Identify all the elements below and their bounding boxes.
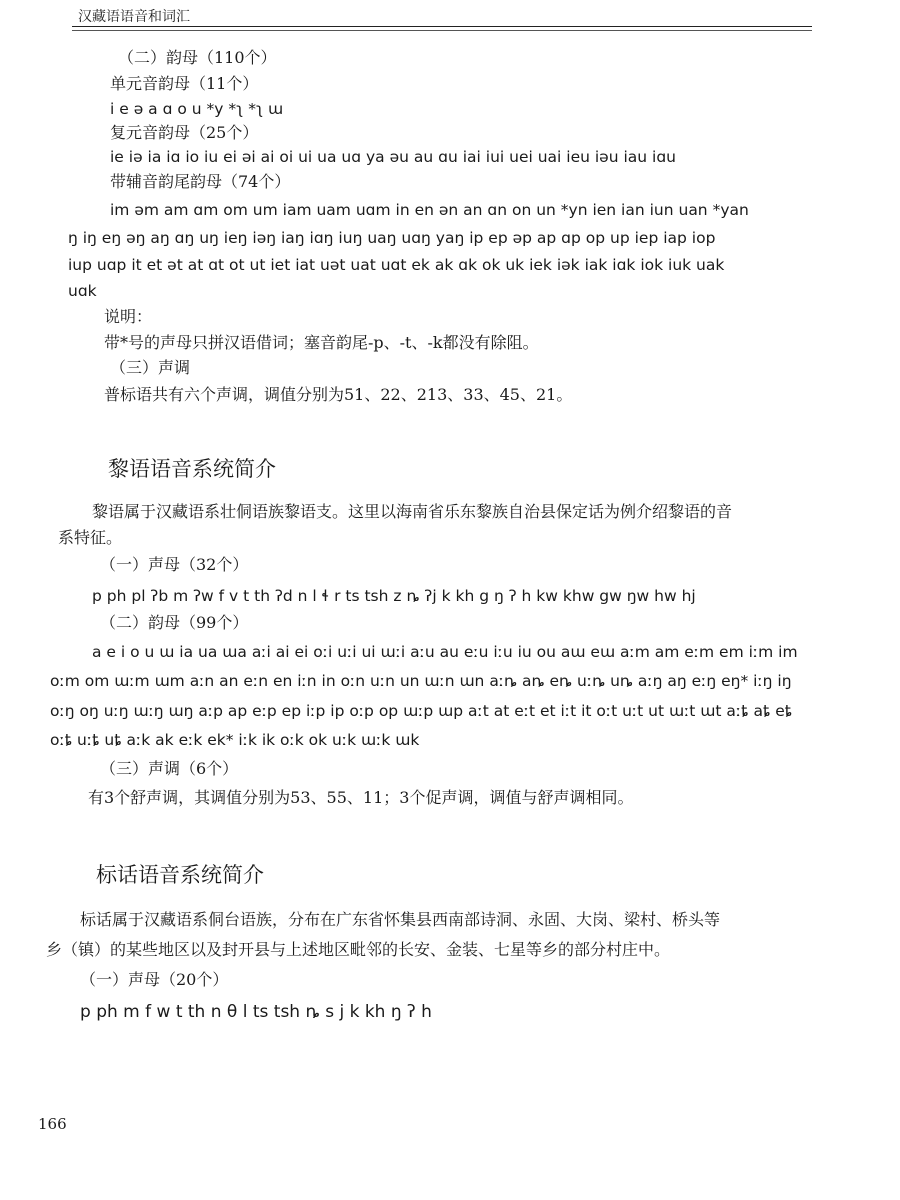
nasal-coda-line-1: im əm am ɑm om um iam uam uɑm in en ən an ɑn on un *yn ien ian iun uan *yan — [110, 201, 749, 219]
nasal-coda-title: 带辅音韵尾韵母（74个） — [110, 172, 291, 191]
li-finals-line-1: a e i o u ɯ ia ua ɯa aːi ai ei oːi uːi ui ɯːi aːu au eːu iːu iu ou aɯ eɯ aːm am eːm em iːm im — [92, 643, 798, 661]
note-title: 说明： — [104, 307, 153, 326]
li-tones-text: 有3个舒声调，其调值分别为53、55、11；3个促声调，调值与舒声调相同。 — [88, 788, 634, 807]
section-heading-li: 黎语语音系统简介 — [108, 457, 276, 481]
diphthong-list: ie iə ia iɑ io iu ei əi ai oi ui ua uɑ ya əu au ɑu iai iui uei uai ieu iəu iau iɑu — [110, 148, 676, 166]
nasal-coda-line-3: iup uɑp it et ət at ɑt ot ut iet iat uət uat uɑt ek ak ɑk ok uk iek iək iak iɑk iok iuk uak — [68, 256, 725, 274]
nasal-coda-line-4: uɑk — [68, 282, 97, 300]
li-finals-title: （二）韵母（99个） — [100, 613, 249, 632]
header-rule — [72, 26, 812, 27]
li-tones-title: （三）声调（6个） — [100, 759, 239, 778]
li-intro-line-1: 黎语属于汉藏语系壮侗语族黎语支。这里以海南省乐东黎族自治县保定话为例介绍黎语的音 — [92, 502, 733, 521]
biao-initials-list: p ph m f w t th n θ l ts tsh ȵ s j k kh ŋ ʔ h — [80, 1002, 432, 1022]
biao-initials-title: （一）声母（20个） — [80, 970, 229, 989]
li-intro-line-2: 系特征。 — [58, 528, 123, 547]
tones-text: 普标语共有六个声调，调值分别为51、22、213、33、45、21。 — [104, 385, 573, 404]
header-rule-thin — [72, 30, 812, 31]
tones-title: （三）声调 — [110, 358, 191, 377]
biao-intro-line-1: 标话属于汉藏语系侗台语族，分布在广东省怀集县西南部诗洞、永固、大岗、梁村、桥头等 — [80, 910, 721, 929]
finals-title: （二）韵母（110个） — [118, 48, 277, 67]
li-initials-title: （一）声母（32个） — [100, 555, 249, 574]
li-finals-line-2: oːm om ɯːm ɯm aːn an eːn en iːn in oːn uːn un ɯːn ɯn aːȵ aȵ eȵ uːȵ uȵ aːŋ aŋ eːŋ eŋ* iːŋ iŋ — [50, 672, 792, 690]
nasal-coda-line-2: ŋ iŋ eŋ əŋ aŋ ɑŋ uŋ ieŋ iəŋ iaŋ iɑŋ iuŋ uaŋ uɑŋ yaŋ ip ep əp ap ɑp op up iep iap iop — [68, 229, 716, 247]
diphthong-title: 复元音韵母（25个） — [110, 123, 259, 142]
li-finals-line-4: oːȶ uːȶ uȶ aːk ak eːk ek* iːk ik oːk ok uːk ɯːk ɯk — [50, 731, 420, 749]
monophthong-list: i e ə a ɑ o u *y *ʅ *ʅ ɯ — [110, 100, 284, 118]
running-head: 汉藏语语音和词汇 — [78, 9, 190, 25]
note-text: 带*号的声母只拼汉语借词；塞音韵尾-p、-t、-k都没有除阻。 — [104, 333, 539, 352]
li-initials-list: p ph pl ʔb m ʔw f v t th ʔd n l ɬ r ts tsh z ȵ ʔj k kh g ŋ ʔ h kw khw gw ŋw hw hj — [92, 587, 696, 605]
li-finals-line-3: oːŋ oŋ uːŋ ɯːŋ ɯŋ aːp ap eːp ep iːp ip oːp op ɯːp ɯp aːt at eːt et iːt it oːt uːt ut ɯːt ɯt aːȶ aȶ eȶ — [50, 702, 793, 720]
section-heading-biao: 标话语音系统简介 — [96, 863, 264, 887]
biao-intro-line-2: 乡（镇）的某些地区以及封开县与上述地区毗邻的长安、金装、七星等乡的部分村庄中。 — [46, 940, 671, 959]
monophthong-title: 单元音韵母（11个） — [110, 74, 259, 93]
page-number: 166 — [38, 1115, 67, 1133]
